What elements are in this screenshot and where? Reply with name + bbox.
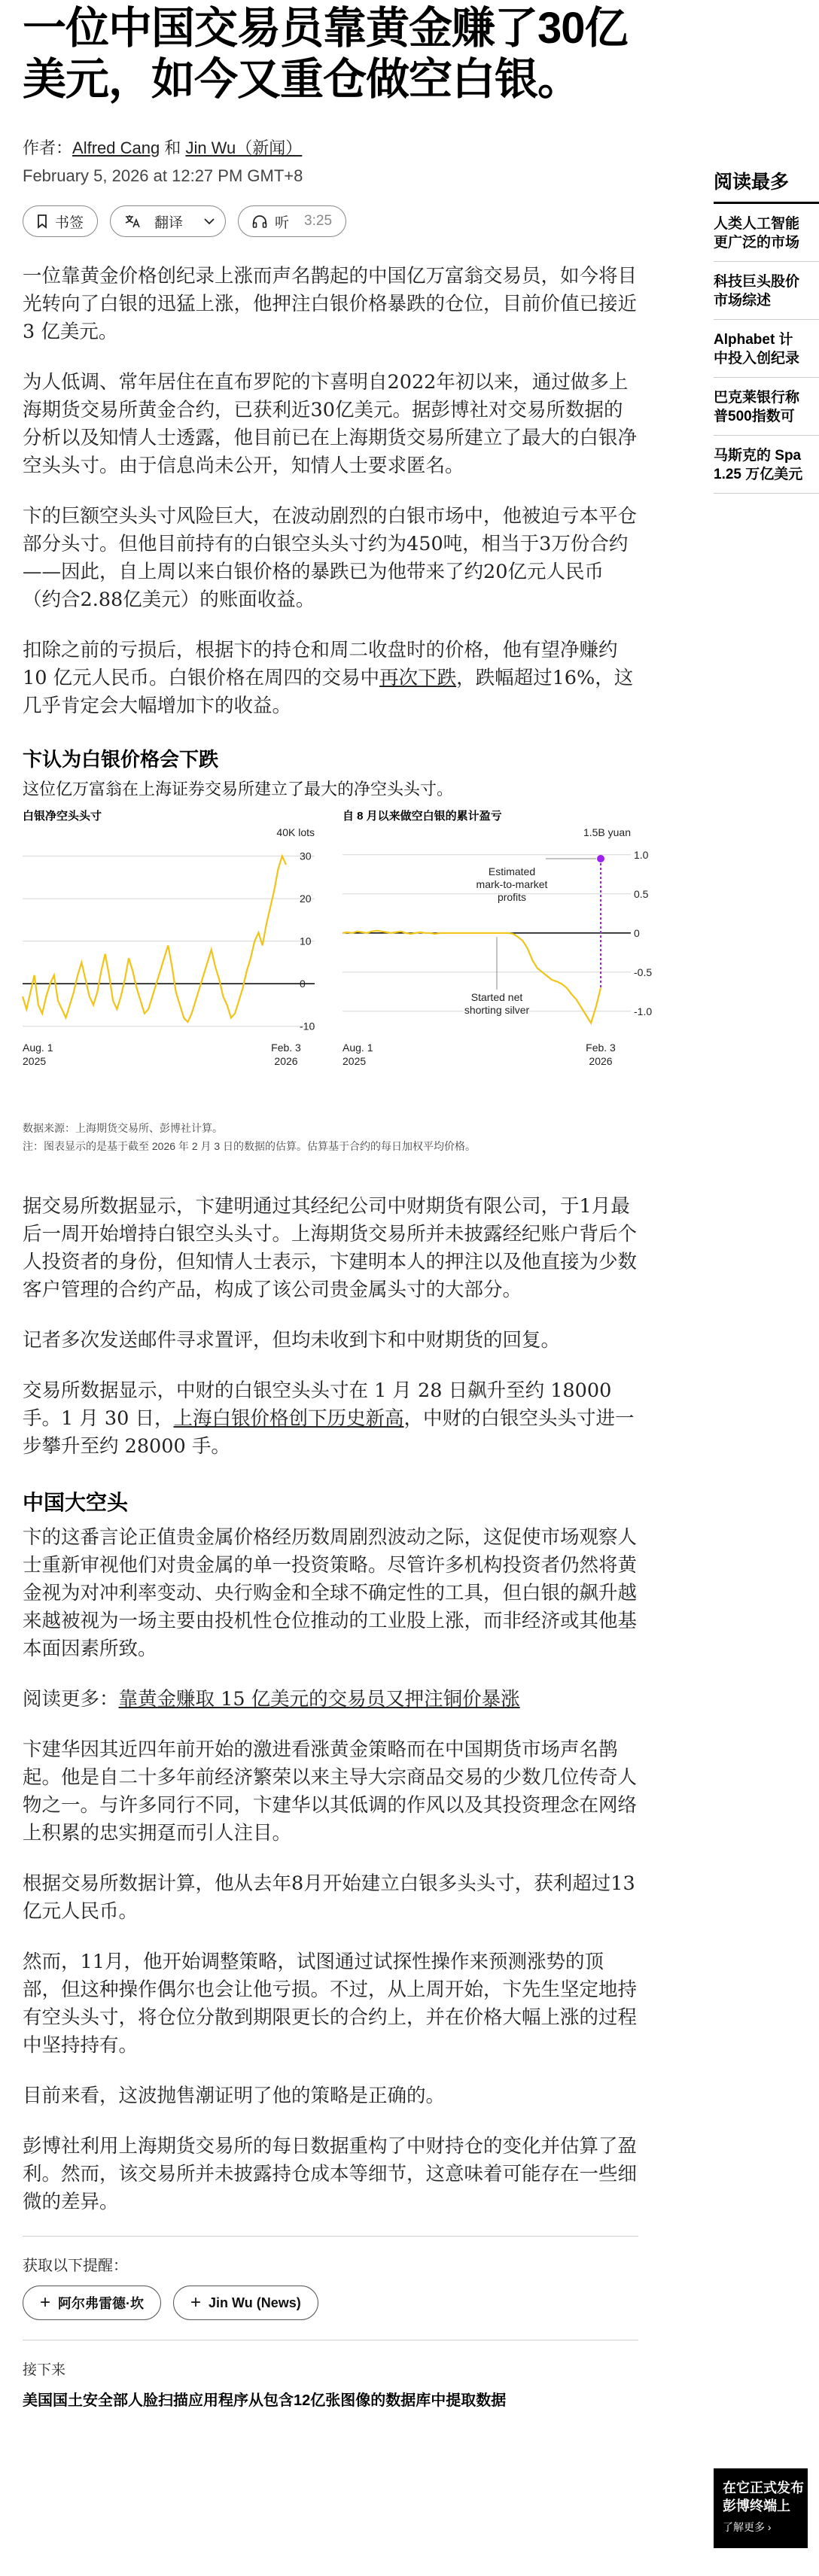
paragraph-7-text-a: 交易所数据显示，中财的白银空头头寸在 1 月 28 日飙升至约 18000 手。1 月 30 日，	[23, 1379, 612, 1430]
most-read-item[interactable]	[714, 436, 819, 494]
promo-line-2: 彭博终端上	[723, 2498, 790, 2514]
silver-short-chart	[23, 809, 653, 1118]
chevron-down-icon	[204, 218, 215, 225]
read-more-prefix: 阅读更多：	[23, 1688, 119, 1711]
terminal-promo[interactable]	[714, 2468, 808, 2548]
bookmark-label: 书签	[55, 214, 84, 231]
most-read-item-line: 巴克莱银行称	[714, 390, 800, 406]
chart-heading: 卞认为白银价格会下跌	[23, 748, 219, 771]
paragraph-6: 记者多次发送邮件寻求置评，但均未收到卞和中财期货的回复。	[23, 1329, 561, 1352]
y-tick-label: 20	[300, 893, 312, 905]
most-read-item-line: 普500指数可	[714, 409, 795, 424]
x-tick-label: 2025	[343, 1055, 367, 1067]
most-read-item[interactable]	[714, 204, 819, 262]
byline-and: 和	[160, 138, 186, 157]
link-silver-fell-again[interactable]: 再次下跌	[379, 667, 457, 689]
most-read-item[interactable]	[714, 378, 819, 436]
y-tick-label: 10	[300, 935, 312, 947]
x-tick-label: Feb. 3	[271, 1042, 301, 1054]
y-tick-label: 0	[300, 978, 306, 990]
promo-learn-more[interactable]: 了解更多 ›	[723, 2521, 772, 2533]
headphones-icon	[252, 214, 267, 228]
paragraph-9: 卞建华因其近四年前开始的激进看涨黄金策略而在中国期货市场声名鹊起。他是自二十多年前经济繁荣以来主导大宗商品交易的少数几位传奇人物之一。与许多同行不同，卞建华以其低调的作风以及其投资理念在网络上积累的忠实拥趸而引人注目。	[23, 1738, 638, 1845]
paragraph-1: 一位靠黄金价格创纪录上涨而声名鹊起的中国亿万富翁交易员，如今将目光转向了白银的迅猛上涨，他押注白银价格暴跌的仓位，目前价值已接近 3 亿美元。	[23, 265, 638, 343]
byline-prefix: 作者：	[23, 138, 73, 157]
most-read-title: 阅读最多	[714, 172, 790, 193]
headline: 一位中国交易员靠黄金赚了30亿美元，如今又重仓做空白银。	[23, 4, 628, 104]
x-tick-label: Feb. 3	[586, 1042, 616, 1054]
panel-title: 白银净空头头寸	[23, 810, 102, 823]
promo-line-1: 在它正式发布	[723, 2480, 804, 2495]
most-read-item-line: Alphabet 计	[714, 332, 793, 348]
most-read-item-line: 1.25 万亿美元	[714, 467, 803, 482]
annotation-estimated: profits	[497, 891, 527, 903]
most-read-item-line: 科技巨头股价	[714, 274, 800, 290]
y-tick-label: -0.5	[634, 966, 653, 978]
up-next-link[interactable]: 美国国土安全部人脸扫描应用程序从包含12亿张图像的数据库中提取数据	[23, 2392, 507, 2409]
follow-author-2-button[interactable]	[173, 2286, 318, 2320]
panel-title: 自 8 月以来做空白银的累计盈亏	[343, 810, 502, 823]
read-more	[23, 1686, 638, 1714]
translate-label: 翻译	[154, 214, 184, 231]
follow-label: 获取以下提醒：	[23, 2258, 128, 2274]
paragraph-5: 据交易所数据显示，卞建明通过其经纪公司中财期货有限公司，于1月最后一周开始增持白银空头头寸。上海期货交易所并未披露经纪账户背后个人投资者的身份，但知情人士表示，卞建明本人的押注以及他直接为少数客户管理的合约产品，构成了该公司贵金属头寸的大部分。	[23, 1195, 638, 1301]
panel-unit: 40K lots	[276, 826, 315, 838]
x-tick-label: Aug. 1	[343, 1042, 373, 1054]
divider	[23, 2236, 638, 2237]
paragraph-10: 根据交易所数据计算，他从去年8月开始建立白银多头头寸，获利超过13亿元人民币。	[23, 1872, 635, 1923]
follow-row	[23, 2286, 638, 2320]
follow-author-1-button[interactable]	[23, 2286, 161, 2320]
y-tick-label: -10	[300, 1020, 315, 1033]
y-tick-label: -1.0	[634, 1005, 653, 1017]
publish-date: February 5, 2026 at 12:27 PM GMT+8	[23, 166, 303, 185]
annotation-estimated: Estimated	[488, 865, 536, 877]
follow-author-2-label: Jin Wu (News)	[209, 2295, 301, 2310]
listen-label: 听	[275, 214, 290, 231]
paragraph-4	[23, 637, 638, 720]
paragraph-8: 卞的这番言论正值贵金属价格经历数周剧烈波动之际，这促使市场观察人士重新审视他们对贵金属的单一投资策略。尽管许多机构投资者仍然将黄金视为对冲利率变动、央行购金和全球不确定性的工具，但白银的飙升越来越被视为一场主要由投机性仓位推动的工业股上涨，而非经济或其他基本面因素所致。	[23, 1526, 638, 1660]
most-read-item-line: 人类人工智能	[714, 216, 800, 232]
chart-subheading: 这位亿万富翁在上海证券交易所建立了最大的净空头头寸。	[23, 780, 454, 798]
link-shanghai-silver-record[interactable]: 上海白银价格创下历史新高	[173, 1407, 404, 1430]
paragraph-7	[23, 1377, 638, 1461]
chart-note: 注：图表显示的是基于截至 2026 年 2 月 3 日的数据的估算。估算基于合约的每日加权平均价格。	[23, 1140, 476, 1152]
article-toolbar	[23, 205, 638, 239]
up-next-label: 接下来	[23, 2362, 66, 2378]
read-more-link[interactable]: 靠黄金赚取 15 亿美元的交易员又押注铜价暴涨	[118, 1688, 520, 1711]
paragraph-12: 目前来看，这波抛售潮证明了他的策略是正确的。	[23, 2085, 446, 2107]
translate-button[interactable]	[110, 205, 226, 237]
annotation-estimated: mark-to-market	[476, 878, 548, 890]
panel-unit: 1.5B yuan	[583, 826, 631, 838]
paragraph-7-text-b: ，中财的白银空头头寸进一步攀升至约 28000 手。	[23, 1407, 635, 1458]
paragraph-13: 彭博社利用上海期货交易所的每日数据重构了中财持仓的变化并估算了盈利。然而，该交易所并未披露持仓成本等细节，这意味着可能存在一些细微的差异。	[23, 2135, 638, 2213]
y-tick-label: 0	[634, 926, 640, 939]
y-tick-label: 0.5	[634, 887, 649, 900]
listen-duration: 3:25	[304, 213, 333, 229]
paragraph-4-text-a: 扣除之前的亏损后，根据卞的持仓和周二收盘时的价格，他有望净赚约 10 亿元人民币。白银价格在周四的交易中	[23, 639, 618, 689]
bookmark-button[interactable]	[23, 205, 98, 237]
follow-author-1-label: 阿尔弗雷德·坎	[58, 2296, 145, 2311]
chart-source: 数据来源：上海期货交易所、彭博社计算。	[23, 1122, 223, 1134]
most-read-item-line: 马斯克的 Spa	[714, 448, 802, 464]
most-read-item-line: 中投入创纪录	[714, 351, 800, 366]
byline	[23, 135, 638, 159]
section-heading: 中国大空头	[23, 1491, 129, 1514]
paragraph-11: 然而，11月，他开始调整策略，试图通过试探性操作来预测涨势的顶部，但这种操作偶尔也会让他亏损。不过，从上周开始，卞先生坚定地持有空头头寸，将仓位分散到期限更长的合约上，并在价格大幅上涨的过程中坚持持有。	[23, 1951, 638, 2057]
y-tick-label: 1.0	[634, 848, 649, 861]
paragraph-2: 为人低调、常年居住在直布罗陀的卞喜明自2022年初以来，通过做多上海期货交易所黄金合约，已获利近30亿美元。据彭博社对交易所数据的分析以及知情人士透露，他目前已在上海期货交易所建立了最大的白银净空头头寸。由于信息尚未公开，知情人士要求匿名。	[23, 371, 638, 477]
article	[23, 0, 653, 2410]
most-read-item[interactable]	[714, 320, 819, 378]
annotation-started: Started net	[470, 991, 523, 1003]
annotation-started: shorting silver	[464, 1004, 530, 1016]
y-tick-label: 30	[300, 850, 312, 862]
most-read-sidebar	[714, 167, 819, 494]
paragraph-3: 卞的巨额空头头寸风险巨大，在波动剧烈的白银市场中，他被迫亏本平仓部分头寸。但他目前持有的白银空头头寸约为450吨，相当于3万份合约——因此，自上周以来白银价格的暴跌已为他带来了约20亿元人民币（约合2.88亿美元）的账面收益。	[23, 505, 638, 611]
translate-icon	[124, 214, 141, 228]
plus-icon: +	[190, 2292, 202, 2313]
most-read-item[interactable]	[714, 262, 819, 320]
author-link-alfred-cang[interactable]: Alfred Cang	[72, 138, 160, 157]
x-tick-label: 2026	[589, 1055, 613, 1067]
x-tick-label: Aug. 1	[23, 1042, 53, 1054]
author-link-jin-wu[interactable]: Jin Wu（新闻）	[185, 138, 303, 157]
estimate-point	[597, 855, 604, 862]
listen-button[interactable]	[238, 205, 346, 237]
plus-icon: +	[40, 2292, 51, 2313]
x-tick-label: 2026	[274, 1055, 298, 1067]
most-read-item-line: 市场综述	[714, 293, 772, 309]
most-read-item-line: 更广泛的市场	[714, 235, 800, 251]
bookmark-icon	[37, 214, 47, 228]
series-line	[23, 856, 286, 1022]
x-tick-label: 2025	[23, 1055, 47, 1067]
paragraph-4-text-b: ，跌幅超过16%，这几乎肯定会大幅增加卞的收益。	[23, 667, 634, 717]
